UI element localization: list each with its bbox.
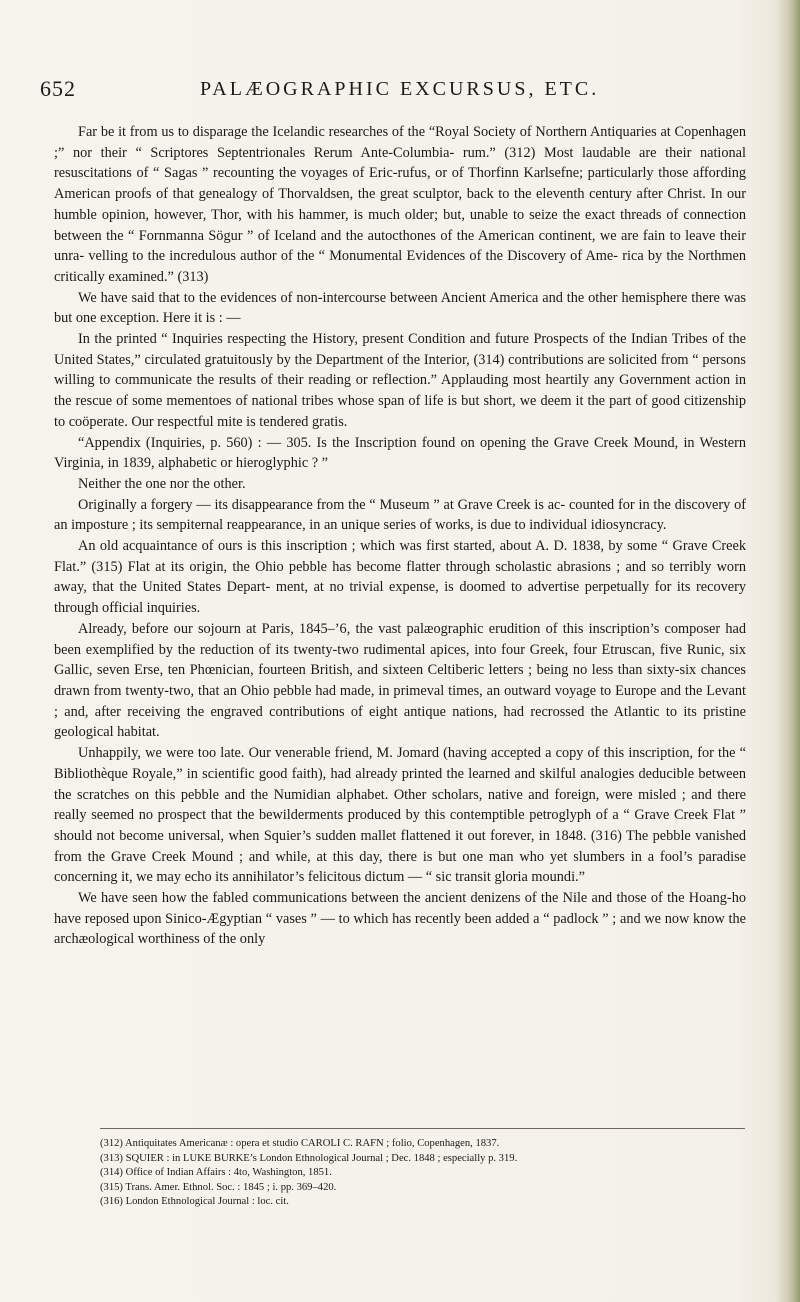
- footnote: (314) Office of Indian Affairs : 4to, Washington, 1851.: [100, 1167, 332, 1179]
- paragraph: Originally a forgery — its disappearance from the “ Museum ” at Grave Creek is ac- counted for in the discovery of an imposture ; its sempiternal reappearance, in an unique series of works, is due to individual idiosyncracy.: [54, 496, 746, 534]
- footnote: (313) SQUIER : in LUKE BURKE’s London Ethnological Journal ; Dec. 1848 ; especially p. 319.: [100, 1152, 518, 1164]
- paragraph: An old acquaintance of ours is this inscription ; which was first started, about A. D. 1838, by some “ Grave Creek Flat.” (315) Flat at its origin, the Ohio pebble has become flatter through scholastic abrasions ; and so terribly worn away, that the United States Depart- ment, at no trivial expense, is doomed to advertise perpetually for its recovery through official inquiries.: [54, 538, 746, 617]
- paragraph: We have seen how the fabled communications between the ancient denizens of the Nile and those of the Hoang-ho have reposed upon Sinico-Ægyptian “ vases ” — to which has recently been added a “ padlock ” ; and we now know the archæological worthiness of the only: [54, 890, 746, 948]
- paragraph: Far be it from us to disparage the Icelandic researches of the “Royal Society of Northern Antiquaries at Copenhagen ;” nor their “ Scriptores Septentrionales Rerum Ante-Columbia- rum.” (312) Most laudable are their national resuscitations of “ Sagas ” recounting the voyages of Eric-rufus, or of Thorfinn Karlsefne; particularly those affording American proofs of that genealogy of Thorvaldsen, the great sculptor, back to the eleventh century after Christ. In our humble opinion, however, Thor, with his hammer, is much older; but, unable to seize the exact threads of connection between the “ Fornmanna Sögur ” of Iceland and the autocthones of the American continent, we are fain to leave their unra- velling to the incredulous author of the “ Monumental Evidences of the Discovery of Ame- rica by the Northmen critically examined.” (313): [54, 124, 746, 285]
- footnote: (315) Trans. Amer. Ethnol. Soc. : 1845 ; i. pp. 369–420.: [100, 1181, 337, 1193]
- paragraph: “Appendix (Inquiries, p. 560) : — 305. Is the Inscription found on opening the Grave Creek Mound, in Western Virginia, in 1839, alphabetic or hieroglyphic ? ”: [54, 434, 746, 472]
- paragraph: Neither the one nor the other.: [78, 475, 246, 492]
- paragraph: Already, before our sojourn at Paris, 1845–’6, the vast palæographic erudition of this inscription’s composer had been exemplified by the reduction of its twenty-two rudimental apices, into four Greek, four Etruscan, five Runic, six Gallic, seven Erse, ten Phœnician, fourteen British, and sixteen Celtiberic letters ; being no less than sixty-six chances drawn from twenty-two, that an Ohio pebble had made, in primeval times, an outward voyage to Europe and the Levant ; and, after receiving the engraved contributions of eight antique nations, had recrossed the Atlantic to its pristine geological habitat.: [54, 620, 746, 741]
- footnote: (312) Antiquitates Americanæ : opera et studio CAROLI C. RAFN ; folio, Copenhagen, 1837.: [100, 1138, 500, 1149]
- paragraph: In the printed “ Inquiries respecting the History, present Condition and future Prospects of the Indian Tribes of the United States,” circulated gratuitously by the Department of the Interior, (314) contributions are solicited from “ persons willing to communicate the results of their reading or reflection.” Applauding most heartily any Government action in the rescue of some mementoes of national tribes whose span of life is but short, we deem it the part of good citizenship to coöperate. Our respectful mite is tendered gratis.: [54, 331, 746, 430]
- page-edge: [786, 0, 800, 1302]
- running-title: PALÆOGRAPHIC EXCURSUS, ETC.: [200, 78, 600, 100]
- main-text: [54, 122, 746, 950]
- footnotes: [100, 1137, 745, 1210]
- footnote-rule: [100, 1128, 745, 1129]
- page-number: 652: [40, 76, 76, 101]
- paragraph: Unhappily, we were too late. Our venerable friend, M. Jomard (having accepted a copy of this inscription, for the “ Bibliothèque Royale,” in scientific good faith), had already printed the learned and skilful analogies deducible between the scratches on this pebble and the Numidian alphabet. Other scholars, native and foreign, were misled ; and there really seemed no prospect that the bewilderments produced by this contemptible petroglyph of a “ Grave Creek Flat ” should not become universal, when Squier’s sudden mallet flattened it out forever, in 1848. (316) The pebble vanished from the Grave Creek Mound ; and while, at this day, there is but one man who yet slumbers in a fool’s paradise concerning it, we may echo its annihilator’s felicitous dictum — “ sic transit gloria moundi.”: [54, 745, 746, 886]
- footnote: (316) London Ethnological Journal : loc. cit.: [100, 1196, 289, 1208]
- paragraph: We have said that to the evidences of non-intercourse between Ancient America and the other hemisphere there was but one exception. Here it is : —: [54, 289, 746, 327]
